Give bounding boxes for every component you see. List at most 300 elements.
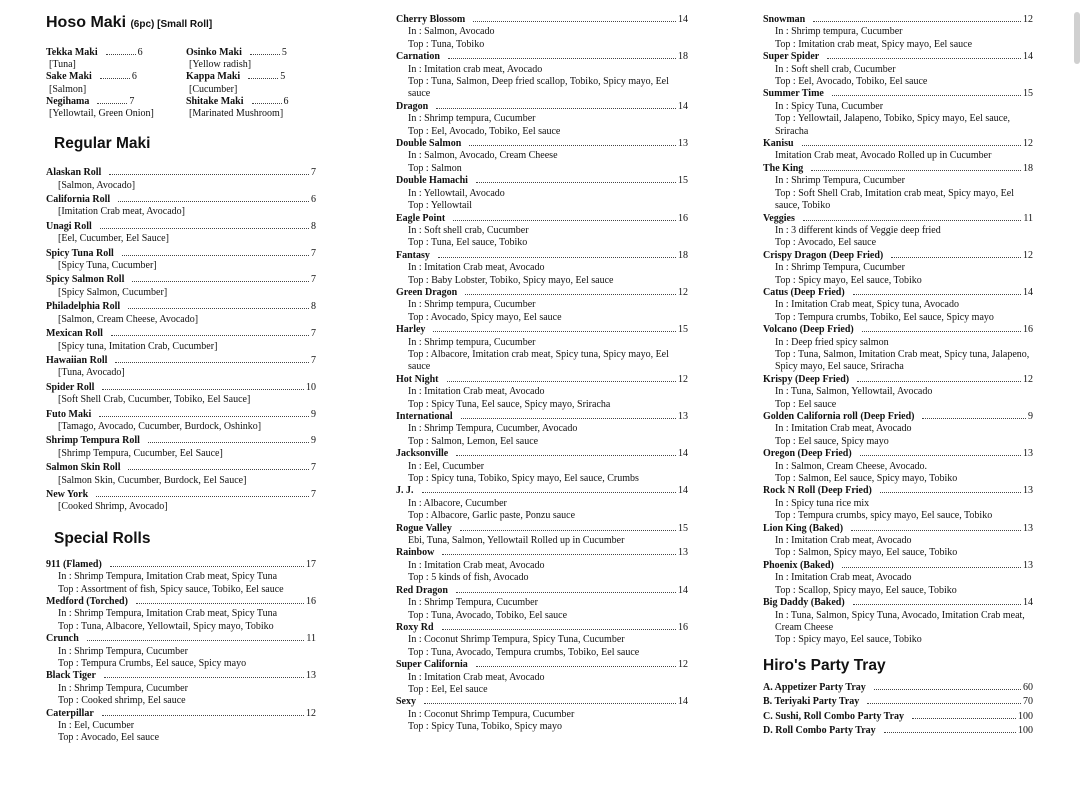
special-item-name: The King	[763, 162, 804, 174]
special-item-name: Roxy Rd	[396, 621, 434, 633]
dot-leader	[447, 381, 677, 382]
dot-leader	[853, 294, 1021, 295]
special-item-row	[396, 547, 688, 559]
special-item-price: 14	[678, 696, 688, 708]
special-item-price: 14	[1023, 286, 1033, 298]
dot-leader	[438, 257, 676, 258]
special-item-name: Black Tiger	[46, 670, 96, 682]
special-item-name: Dragon	[396, 100, 429, 112]
special-item-line: Top : Tuna, Tobiko	[408, 38, 485, 50]
special-item-line: Top : Salmon, Eel sauce, Spicy mayo, Tobiko	[775, 473, 958, 485]
special-item-line: In : Yellowtail, Avocado	[408, 187, 505, 199]
special-item	[46, 559, 316, 596]
special-item-line: Top : Imitation crab meat, Spicy mayo, Eel sauce	[775, 38, 973, 50]
special-item-line: Top : Eel sauce, Spicy mayo	[775, 435, 889, 447]
special-item-price: 13	[678, 138, 688, 150]
special-item-name: J. J.	[396, 485, 414, 497]
special-item-row	[763, 138, 1033, 150]
dot-leader	[109, 174, 309, 175]
hoso-item-desc: [Yellowtail, Green Onion]	[49, 108, 154, 120]
special-item-price: 14	[1023, 51, 1033, 63]
special-item	[46, 596, 316, 633]
dot-leader	[132, 281, 309, 282]
special-item	[763, 138, 1033, 163]
special-item	[396, 585, 688, 622]
special-item-price: 16	[678, 212, 688, 224]
party-item-row	[763, 724, 1033, 739]
special-item	[396, 287, 688, 324]
dot-leader	[453, 220, 676, 221]
special-item-line: Top : Eel, Avocado, Tobiko, Eel sauce	[408, 125, 561, 137]
regular-item-row	[46, 382, 316, 394]
special-item-price: 13	[1023, 485, 1033, 497]
dot-leader	[424, 703, 676, 704]
hoso-item-price: 5	[281, 47, 287, 58]
special-item	[763, 597, 1033, 647]
dot-leader	[891, 257, 1021, 258]
menu-column-2	[396, 14, 688, 734]
special-item-price: 13	[1023, 522, 1033, 534]
special-item	[763, 523, 1033, 560]
special-item-line: Top : Tuna, Salmon, Imitation Crab meat, Spicy tuna, Jalapeno, Spicy mayo, Eel sauce, Sriracha	[775, 348, 1030, 373]
special-item-line: Ebi, Tuna, Salmon, Yellowtail Rolled up in Cucumber	[408, 535, 625, 547]
regular-item-desc: [Salmon Skin, Cucumber, Burdock, Eel Sauce]	[58, 474, 247, 486]
regular-item-row	[46, 194, 316, 206]
special-item-name: Fantasy	[396, 249, 430, 261]
special-item-row	[46, 670, 316, 682]
special-item-line: Top : Yellowtail, Jalapeno, Tobiko, Spicy mayo, Eel sauce, Sriracha	[775, 113, 1011, 137]
special-item-price: 14	[1023, 597, 1033, 609]
dot-leader	[104, 677, 304, 678]
regular-item-price: 7	[311, 354, 316, 366]
special-item-row	[396, 287, 688, 299]
special-rolls-heading: Special Rolls	[54, 529, 151, 547]
dot-leader	[448, 58, 676, 59]
dot-leader	[128, 469, 309, 470]
hoso-item-row	[186, 96, 312, 108]
hoso-item-name: Osinko Maki	[186, 47, 242, 58]
dot-leader	[476, 666, 676, 667]
special-item-price: 16	[1023, 324, 1033, 336]
special-item-line: In : Soft shell crab, Cucumber	[408, 224, 529, 236]
regular-item-row	[46, 274, 316, 286]
special-item-name: Golden California roll (Deep Fried)	[763, 411, 915, 422]
regular-item	[46, 409, 316, 434]
dot-leader	[827, 58, 1021, 59]
special-item-row	[763, 597, 1033, 609]
special-item-line: Top : Spicy mayo, Eel sauce, Tobiko	[775, 634, 922, 646]
party-item-price: 60	[1023, 681, 1033, 693]
special-item-line: In : Shrimp tempura, Cucumber	[408, 336, 536, 348]
regular-item-name: Alaskan Roll	[46, 167, 102, 179]
special-item-price: 12	[678, 373, 688, 385]
regular-item-price: 8	[311, 220, 316, 232]
special-item	[763, 374, 1033, 411]
special-item-price: 12	[1023, 14, 1033, 25]
special-item-price: 16	[306, 596, 316, 607]
party-item-name: B. Teriyaki Party Tray	[763, 696, 860, 708]
special-item-price: 13	[1023, 448, 1033, 460]
dot-leader	[118, 201, 309, 202]
special-item-line: Top : Albacore, Imitation crab meat, Spicy tuna, Spicy mayo, Eel sauce	[408, 348, 669, 373]
special-item-name: Crispy Dragon (Deep Fried)	[763, 249, 884, 261]
special-item-line: Top : Avocado, Eel sauce	[775, 237, 877, 249]
hoso-item	[186, 96, 312, 120]
special-item-line: In : Shrimp Tempura, Cucumber, Avocado	[408, 423, 578, 435]
regular-item-name: Futo Maki	[46, 408, 92, 420]
dot-leader	[874, 689, 1021, 690]
special-item-row	[46, 596, 316, 608]
special-item-price: 13	[678, 547, 688, 559]
special-item	[763, 14, 1033, 51]
regular-item-name: Hawaiian Roll	[46, 354, 108, 366]
hoso-item-desc: [Marinated Mushroom]	[189, 108, 284, 120]
special-item-line: Top : Spicy Tuna, Eel sauce, Spicy mayo, Sriracha	[408, 398, 611, 410]
special-item-line: In : Spicy tuna rice mix	[775, 497, 870, 509]
special-item-line: In : Imitation Crab meat, Avocado	[775, 423, 912, 435]
special-item-row	[763, 213, 1033, 225]
special-item-price: 12	[678, 286, 688, 298]
dot-leader	[853, 604, 1021, 605]
special-item-line: In : Imitation crab meat, Avocado	[408, 63, 543, 75]
special-item-price: 12	[1023, 373, 1033, 385]
special-item-price: 15	[678, 522, 688, 534]
special-item-line: In : Eel, Cucumber	[58, 720, 135, 732]
special-item-line: Top : Tuna, Avocado, Tobiko, Eel sauce	[408, 609, 568, 621]
special-item-line: Top : Eel sauce	[775, 398, 837, 410]
special-item-line: Imitation Crab meat, Avocado Rolled up in Cucumber	[775, 150, 992, 162]
special-item-name: Oregon (Deep Fried)	[763, 448, 852, 460]
hoso-item-row	[46, 47, 186, 59]
regular-item	[46, 301, 316, 326]
special-item-row	[46, 559, 316, 571]
hoso-item-name: Negihama	[46, 95, 90, 107]
special-item-row	[396, 138, 688, 150]
regular-item-desc: [Spicy Salmon, Cucumber]	[58, 286, 168, 298]
special-item-line: Top : 5 kinds of fish, Avocado	[408, 572, 529, 584]
special-item-line: Top : Cooked shrimp, Eel sauce	[58, 695, 186, 707]
special-item-line: In : Albacore, Cucumber	[408, 497, 507, 509]
special-item-line: In : Imitation Crab meat, Avocado	[775, 572, 912, 584]
special-item-row	[396, 659, 688, 671]
dot-leader	[422, 492, 677, 493]
special-item-price: 12	[1023, 138, 1033, 150]
regular-item-price: 7	[311, 247, 316, 259]
dot-leader	[469, 145, 676, 146]
special-item-name: Green Dragon	[396, 286, 458, 298]
special-item-row	[763, 324, 1033, 336]
special-item-row	[763, 448, 1033, 460]
dot-leader	[100, 78, 130, 79]
dot-leader	[476, 182, 676, 183]
special-item-price: 15	[1023, 88, 1033, 100]
special-item-line: Top : Albacore, Garlic paste, Ponzu sauce	[408, 510, 576, 522]
regular-item-desc: [Spicy Tuna, Cucumber]	[58, 260, 157, 272]
special-item	[763, 560, 1033, 597]
dot-leader	[456, 592, 676, 593]
regular-item-price: 7	[311, 462, 316, 474]
special-item-row	[396, 622, 688, 634]
regular-item-price: 10	[306, 381, 316, 393]
regular-maki-list	[46, 167, 316, 514]
special-item-price: 14	[678, 485, 688, 497]
hoso-item-name: Shitake Maki	[186, 95, 244, 107]
special-item-price: 14	[678, 448, 688, 460]
special-item-row	[396, 523, 688, 535]
special-item-name: International	[396, 411, 453, 422]
special-item-line: In : Deep fried spicy salmon	[775, 336, 889, 348]
special-item	[396, 696, 688, 733]
regular-item-desc: [Eel, Cucumber, Eel Sauce]	[58, 233, 169, 245]
dot-leader	[122, 255, 309, 256]
regular-item	[46, 167, 316, 192]
special-item-line: Top : Tuna, Albacore, Yellowtail, Spicy mayo, Tobiko	[58, 620, 274, 632]
dot-leader	[248, 78, 278, 79]
special-item-price: 15	[678, 175, 688, 187]
special-item-name: Rogue Valley	[396, 522, 452, 534]
dot-leader	[128, 308, 309, 309]
party-item-name: A. Appetizer Party Tray	[763, 681, 866, 693]
regular-item-row	[46, 462, 316, 474]
special-item	[763, 324, 1033, 374]
hoso-item-row	[46, 96, 186, 108]
regular-item-row	[46, 409, 316, 421]
special-item-line: Top : Tuna, Salmon, Deep fried scallop, Tobiko, Spicy mayo, Eel sauce	[408, 76, 669, 100]
hoso-item-price: 7	[129, 95, 135, 107]
regular-item-desc: [Shrimp Tempura, Cucumber, Eel Sauce]	[58, 447, 223, 459]
special-item-line: Top : Assortment of fish, Spicy sauce, Tobiko, Eel sauce	[58, 583, 284, 595]
special-item	[763, 250, 1033, 287]
special-item-line: Top : Avocado, Spicy mayo, Eel sauce	[408, 311, 562, 323]
special-item-price: 11	[306, 633, 316, 645]
special-item	[763, 485, 1033, 522]
hoso-maki-grid	[46, 47, 316, 120]
special-item-name: Veggies	[763, 212, 795, 224]
special-item-price: 12	[1023, 249, 1033, 261]
special-item-price: 14	[678, 584, 688, 596]
dot-leader	[912, 718, 1016, 719]
dot-leader	[252, 103, 282, 104]
scrollbar[interactable]	[1074, 12, 1080, 64]
special-item-price: 18	[678, 51, 688, 63]
dot-leader	[922, 418, 1026, 419]
special-item-name: Cherry Blossom	[396, 14, 466, 25]
hoso-item	[186, 71, 312, 95]
party-item-price: 100	[1018, 710, 1033, 722]
special-item-name: Super California	[396, 659, 468, 671]
special-item-line: In : Soft shell crab, Cucumber	[775, 63, 896, 75]
special-item-row	[396, 448, 688, 460]
special-item-name: Carnation	[396, 51, 440, 63]
hoso-item-row	[46, 71, 186, 83]
dot-leader	[465, 294, 676, 295]
special-item-name: Double Salmon	[396, 138, 462, 150]
special-item-name: Medford (Torched)	[46, 596, 128, 607]
dot-leader	[456, 455, 676, 456]
special-item	[396, 411, 688, 448]
regular-item-desc: [Tamago, Avocado, Cucumber, Burdock, Oshinko]	[58, 420, 262, 432]
special-item-price: 13	[306, 670, 316, 682]
special-item-row	[763, 523, 1033, 535]
special-item	[763, 213, 1033, 250]
regular-item-name: New York	[46, 488, 89, 500]
dot-leader	[832, 95, 1021, 96]
special-item-name: Krispy (Deep Fried)	[763, 373, 850, 385]
regular-item-row	[46, 167, 316, 179]
dot-leader	[442, 629, 676, 630]
special-item-line: Top : Salmon	[408, 162, 462, 174]
special-item-row	[763, 287, 1033, 299]
special-item-line: In : Salmon, Avocado, Cream Cheese	[408, 150, 558, 162]
special-item-line: Top : Tuna, Avocado, Tempura crumbs, Tobiko, Eel sauce	[408, 646, 640, 658]
special-item	[763, 411, 1033, 448]
dot-leader	[250, 54, 280, 55]
dot-leader	[96, 496, 309, 497]
regular-item-row	[46, 301, 316, 313]
special-item-name: Hot Night	[396, 373, 439, 385]
special-item-row	[396, 51, 688, 63]
dot-leader	[473, 21, 676, 22]
dot-leader	[99, 416, 309, 417]
special-item-line: In : Imitation Crab meat, Avocado	[408, 386, 545, 398]
special-item-row	[396, 374, 688, 386]
dot-leader	[102, 389, 304, 390]
regular-item-desc: [Imitation Crab meat, Avocado]	[58, 206, 185, 218]
special-item-line: In : Eel, Cucumber	[408, 460, 485, 472]
special-item-row	[763, 14, 1033, 26]
regular-item-price: 9	[311, 408, 316, 420]
special-item	[46, 708, 316, 745]
special-item	[396, 175, 688, 212]
regular-item-row	[46, 328, 316, 340]
special-item-line: In : Shrimp Tempura, Cucumber	[408, 597, 538, 609]
special-item-row	[46, 633, 316, 645]
special-item-row	[763, 374, 1033, 386]
special-item-row	[763, 88, 1033, 100]
special-item-line: In : Shrimp Tempura, Imitation Crab meat, Spicy Tuna	[58, 571, 278, 583]
special-item-name: Phoenix (Baked)	[763, 559, 834, 571]
special-item	[763, 287, 1033, 324]
special-item-line: In : Tuna, Salmon, Spicy Tuna, Avocado, Imitation Crab meat, Cream Cheese	[775, 609, 1025, 633]
special-item-name: Rainbow	[396, 547, 435, 559]
dot-leader	[880, 492, 1021, 493]
regular-item	[46, 382, 316, 407]
special-item-line: In : Coconut Shrimp Tempura, Cucumber	[408, 708, 575, 720]
party-tray-heading: Hiro's Party Tray	[763, 656, 886, 674]
special-item-row	[46, 708, 316, 720]
special-item-name: Rock N Roll (Deep Fried)	[763, 485, 872, 497]
dot-leader	[867, 703, 1021, 704]
regular-item	[46, 328, 316, 353]
regular-item	[46, 489, 316, 514]
hoso-item-price: 6	[283, 95, 289, 107]
dot-leader	[148, 442, 309, 443]
special-item	[396, 448, 688, 485]
special-item-line: Top : Tuna, Eel sauce, Tobiko	[408, 237, 528, 249]
dot-leader	[851, 530, 1021, 531]
special-item	[763, 163, 1033, 213]
special-item-name: Lion King (Baked)	[763, 522, 844, 534]
dot-leader	[87, 640, 305, 641]
regular-item	[46, 274, 316, 299]
party-item-name: D. Roll Combo Party Tray	[763, 725, 876, 737]
special-item-name: 911 (Flamed)	[46, 558, 102, 570]
special-item-line: Top : Spicy mayo, Eel sauce, Tobiko	[775, 274, 922, 286]
hoso-item	[46, 71, 186, 95]
special-item-line: In : Imitation Crab meat, Avocado	[408, 262, 545, 274]
special-item-price: 12	[678, 659, 688, 671]
special-item-name: Volcano (Deep Fried)	[763, 324, 854, 336]
hoso-item-desc: [Cucumber]	[189, 83, 238, 95]
special-item-row	[396, 696, 688, 708]
regular-item-name: Unagi Roll	[46, 220, 92, 232]
party-item-row	[763, 695, 1033, 710]
regular-item-price: 6	[311, 194, 316, 206]
special-item-line: In : Imitation Crab meat, Avocado	[775, 535, 912, 547]
special-item-line: In : Shrimp tempura, Cucumber	[408, 113, 536, 125]
regular-item-desc: [Spicy tuna, Imitation Crab, Cucumber]	[58, 340, 218, 352]
party-tray-list	[763, 681, 1033, 739]
special-item-name: Red Dragon	[396, 584, 448, 596]
special-item-line: In : Coconut Shrimp Tempura, Spicy Tuna, Cucumber	[408, 634, 625, 646]
special-item	[396, 622, 688, 659]
hoso-item-name: Sake Maki	[46, 71, 92, 83]
special-item-name: Jacksonville	[396, 448, 449, 460]
hoso-item-price: 5	[280, 71, 286, 83]
special-item	[46, 670, 316, 707]
hoso-item-desc: [Yellow radish]	[189, 59, 252, 71]
dot-leader	[460, 530, 676, 531]
dot-leader	[813, 21, 1021, 22]
special-item-price: 14	[678, 14, 688, 25]
regular-item-desc: [Cooked Shrimp, Avocado]	[58, 501, 168, 513]
dot-leader	[802, 145, 1021, 146]
hoso-item-name: Kappa Maki	[186, 71, 241, 83]
special-item-row	[396, 14, 688, 26]
special-item	[396, 250, 688, 287]
regular-item-name: Mexican Roll	[46, 328, 103, 340]
special-item	[763, 88, 1033, 138]
regular-item-price: 7	[311, 167, 316, 179]
party-item-name: C. Sushi, Roll Combo Party Tray	[763, 710, 905, 722]
hoso-item	[186, 47, 312, 71]
special-item-line: In : Shrimp Tempura, Imitation Crab meat, Spicy Tuna	[58, 608, 278, 620]
dot-leader	[115, 362, 309, 363]
regular-item-price: 9	[311, 435, 316, 447]
special-item	[763, 51, 1033, 88]
hoso-item-row	[186, 71, 312, 83]
dot-leader	[811, 170, 1021, 171]
regular-item-row	[46, 489, 316, 501]
special-rolls-list-3	[763, 14, 1033, 647]
special-item-name: Caterpillar	[46, 707, 94, 719]
regular-item	[46, 194, 316, 219]
special-item-row	[763, 250, 1033, 262]
regular-item-row	[46, 248, 316, 260]
special-item-price: 13	[678, 411, 688, 422]
dot-leader	[842, 567, 1021, 568]
regular-item	[46, 435, 316, 460]
special-item-name: Super Spider	[763, 51, 820, 63]
special-item-row	[396, 175, 688, 187]
dot-leader	[860, 455, 1021, 456]
special-rolls-list-2	[396, 14, 688, 734]
special-item	[763, 448, 1033, 485]
special-item-name: Catus (Deep Fried)	[763, 286, 845, 298]
special-item-name: Crunch	[46, 633, 79, 645]
dot-leader	[106, 54, 136, 55]
special-item	[46, 633, 316, 670]
